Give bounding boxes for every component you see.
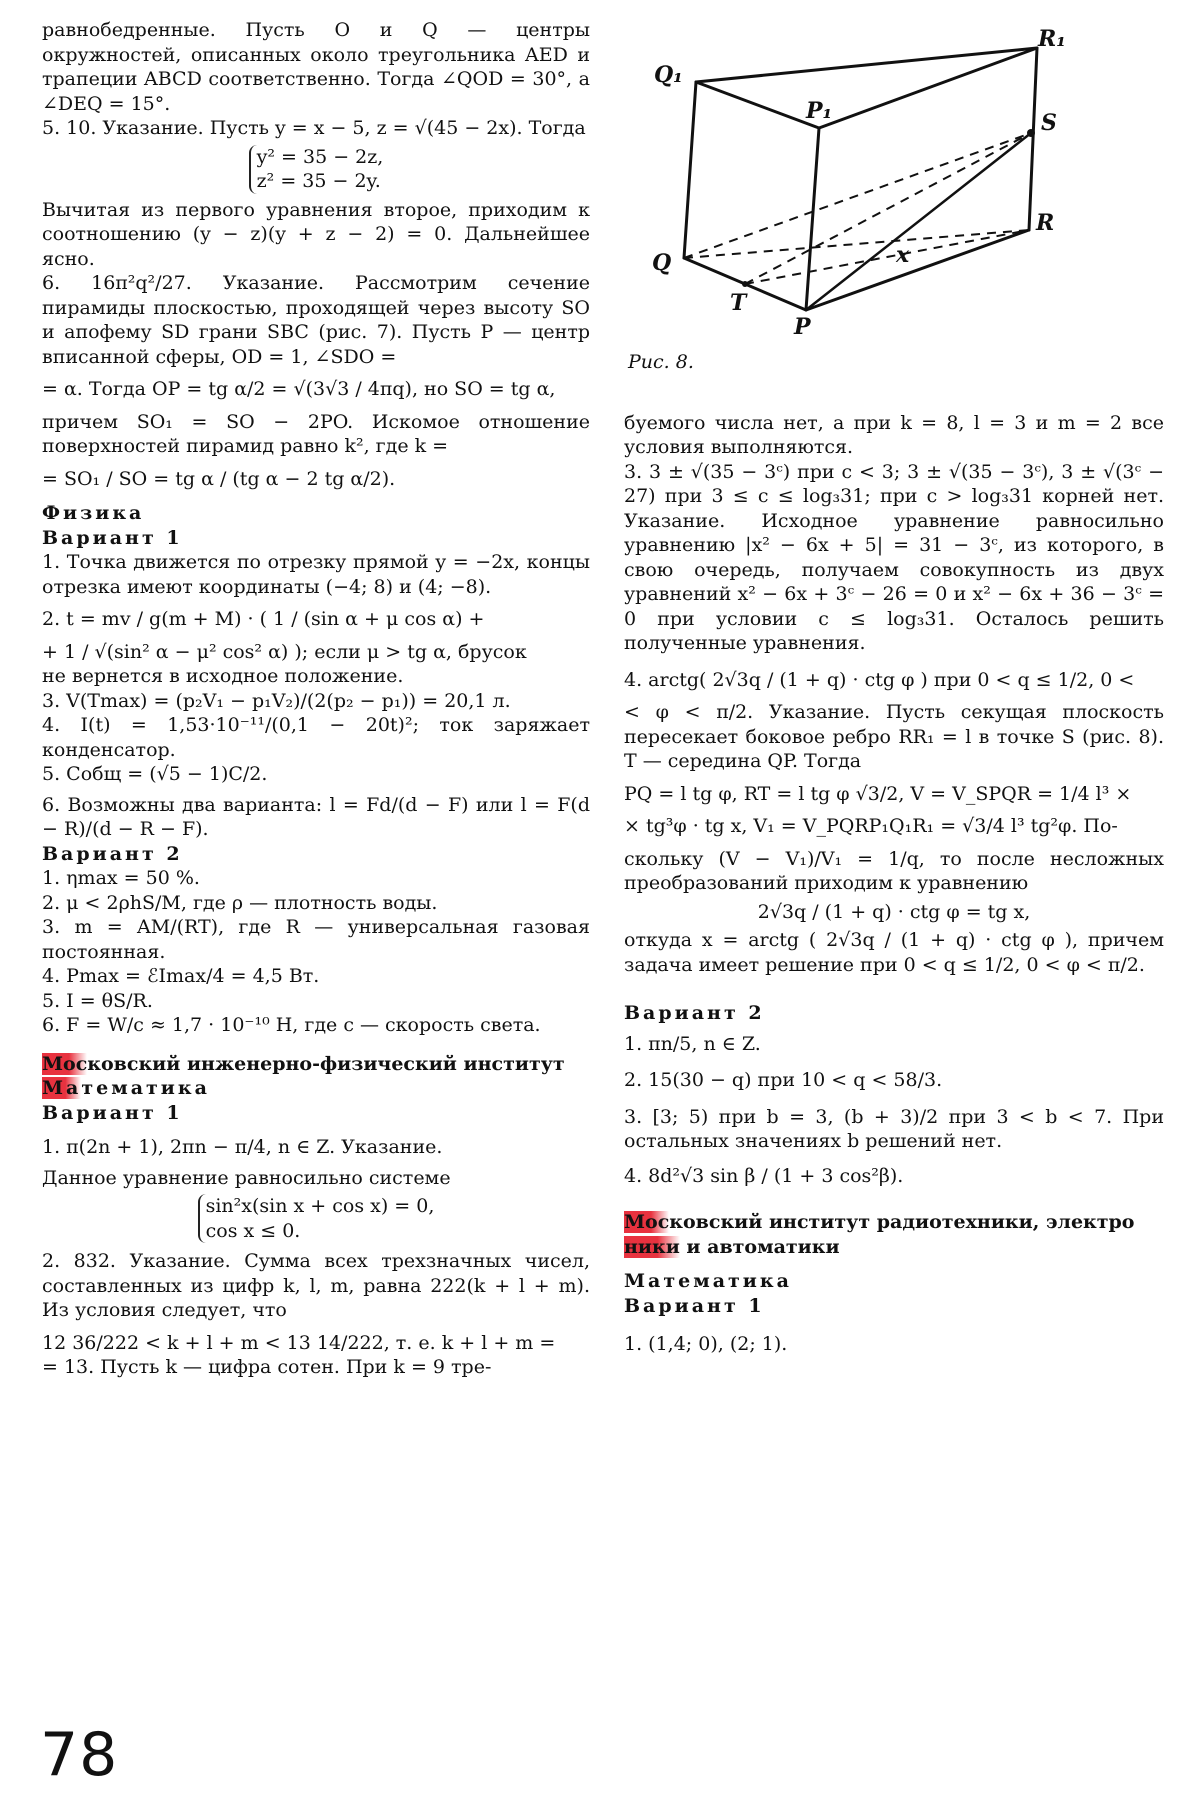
answer-1: 1. (1,4; 0), (2; 1). bbox=[624, 1333, 788, 1355]
highlight-mark: ники bbox=[624, 1235, 680, 1258]
point-s bbox=[1027, 129, 1035, 137]
formula-line: × tg³φ · tg x, V₁ = V_PQRP₁Q₁R₁ = √3/4 l³ tg²φ. По- bbox=[624, 815, 1118, 837]
variant-heading: Вариант 1 bbox=[42, 526, 183, 549]
label-x: x bbox=[896, 242, 910, 268]
answer-4: 4. 8d²√3 sin β / (1 + 3 cos²β). bbox=[624, 1164, 904, 1187]
answer-2-cont: + 1 / √(sin² α − μ² cos² α) ); если μ > tg α, брусок bbox=[42, 640, 527, 663]
answer-2: 2. 15(30 − q) при 10 < q < 58/3. bbox=[624, 1069, 943, 1091]
variant-heading: Вариант 1 bbox=[624, 1294, 765, 1317]
highlight-mark: Ма bbox=[42, 1077, 82, 1099]
paragraph: Вычитая из первого уравнения второе, приходим к соотношению (y − z)(y + z − 2) = 0. Дальнейшее ясно. bbox=[42, 198, 590, 270]
paragraph: причем SO₁ = SO − 2PO. Искомое отношение поверхностей пирамид равно k², где k = bbox=[42, 410, 590, 457]
system-equations bbox=[42, 145, 590, 194]
answer-1: 1. π(2n + 1), 2πn − π/4, n ∈ Z. Указание. bbox=[42, 1136, 443, 1158]
answer-6: 6. 16π²q²/27. Указание. Рассмотрим сечение пирамиды плоскостью, проходящей через высоту SO и апофему SD грани SBC (рис. 7). Пусть P — центр вписанной сферы, OD = 1, ∠SDO = bbox=[42, 272, 590, 368]
edge-p1p bbox=[806, 128, 819, 310]
left-column bbox=[42, 18, 590, 1380]
equation-line: sin²x(sin x + cos x) = 0, bbox=[205, 1195, 435, 1217]
paragraph: < φ < π/2. Указание. Пусть секущая плоскость пересекает боковое ребро RR₁ = l в точке S (рис. 8). T — середина QP. Тогда bbox=[624, 701, 1164, 772]
equation-system bbox=[198, 1194, 435, 1243]
edge-ts-hidden bbox=[745, 133, 1031, 284]
answer-2: 2. μ < 2ρhS/M, где ρ — плотность воды. bbox=[42, 891, 438, 914]
figure-prism bbox=[634, 18, 1104, 348]
institute-name-cont: и автоматики bbox=[679, 1235, 840, 1258]
equation-system bbox=[249, 145, 384, 194]
paragraph: буемого числа нет, а при k = 8, l = 3 и m = 2 все условия выполняются. bbox=[624, 411, 1164, 458]
answer-5: 5. 10. Указание. Пусть y = x − 5, z = √(45 − 2x). Тогда bbox=[42, 117, 586, 139]
answer-5: 5. I = θS/R. bbox=[42, 989, 153, 1012]
edge-r1r bbox=[1029, 48, 1037, 230]
paragraph: Данное уравнение равносильно системе bbox=[42, 1166, 451, 1189]
equation-line: y² = 35 − 2z, bbox=[256, 145, 384, 168]
formula-line: = SO₁ / SO = tg α / (tg α − 2 tg α/2). bbox=[42, 467, 396, 490]
label-p: P bbox=[794, 314, 811, 340]
edge-qr-hidden bbox=[684, 230, 1029, 258]
label-r: R bbox=[1036, 210, 1055, 236]
label-s: S bbox=[1041, 110, 1057, 136]
answer-5: 5. Cобщ = (√5 − 1)C/2. bbox=[42, 763, 268, 785]
answer-3: 3. 3 ± √(35 − 3ᶜ) при c < 3; 3 ± √(35 − 3ᶜ), 3 ± √(3ᶜ − 27) при 3 ≤ c ≤ log₃31; при c > log₃31 корней нет. Указание. Исходное уравнение равносильно уравнению |x² − 6x + 5| = 31 − 3ᶜ, из которого, в свою очередь, получаем совокупность из двух уравнений x² − 6x + 3ᶜ − 26 = 0 и x² − 6x + 36 − 3ᶜ = 0 при условии c ≤ log₃31. Осталось решить полученные уравнения. bbox=[624, 460, 1164, 654]
subject-name: тематика bbox=[81, 1077, 210, 1099]
paragraph: = 13. Пусть k — цифра сотен. При k = 9 тре- bbox=[42, 1356, 492, 1378]
formula-line: = α. Тогда OP = tg α/2 = √(3√3 / 4πq), но SO = tg α, bbox=[42, 378, 556, 400]
answer-2-cont: не вернется в исходное положение. bbox=[42, 665, 404, 687]
institute-name: ковский инженерно-физический институт bbox=[87, 1052, 565, 1075]
variant-heading: Вариант 1 bbox=[42, 1101, 183, 1124]
answer-6: 6. F = W/c ≈ 1,7 · 10⁻¹⁰ Н, где c — скорость света. bbox=[42, 1014, 541, 1036]
system-equations bbox=[42, 1194, 590, 1243]
label-r1: R₁ bbox=[1038, 26, 1066, 52]
answer-1: 1. ηmax = 50 %. bbox=[42, 867, 200, 889]
subject-heading: Математика bbox=[624, 1270, 792, 1292]
answer-3: 3. m = AM/(RT), где R — универсальная газовая постоянная. bbox=[42, 916, 590, 963]
edge-pr bbox=[806, 230, 1029, 310]
label-p1: P₁ bbox=[806, 98, 833, 124]
answer-3: 3. V(Tmax) = (p₂V₁ − p₁V₂)/(2(p₂ − p₁)) = 20,1 л. bbox=[42, 689, 511, 712]
equation-line: z² = 35 − 2y. bbox=[256, 170, 381, 192]
answer-4: 4. I(t) = 1,53·10⁻¹¹/(0,1 − 20t)²; ток заряжает конденсатор. bbox=[42, 714, 590, 761]
section-heading: Физика bbox=[42, 502, 145, 524]
answer-6: 6. Возможны два варианта: l = Fd/(d − F) или l = F(d − R)/(d − R − F). bbox=[42, 793, 590, 840]
institute-name: ковский институт радиотехники, электро bbox=[669, 1211, 1135, 1233]
answer-1: 1. πn/5, n ∈ Z. bbox=[624, 1032, 761, 1055]
equation-line: cos x ≤ 0. bbox=[205, 1219, 301, 1242]
formula-line: PQ = l tg φ, RT = l tg φ √3/2, V = V_SPQR = 1/4 l³ × bbox=[624, 782, 1132, 805]
answer-1: 1. Точка движется по отрезку прямой y = −2x, концы отрезка имеют координаты (−4; 8) и (4; −8). bbox=[42, 551, 590, 598]
label-t: T bbox=[730, 290, 747, 316]
paragraph: откуда x = arctg ( 2√3q / (1 + q) · ctg φ ), причем задача имеет решение при 0 < q ≤ 1/2, 0 < φ < π/2. bbox=[624, 929, 1164, 976]
edge-q1p1 bbox=[696, 82, 819, 128]
edge-tr-hidden bbox=[745, 230, 1029, 284]
point-t bbox=[742, 281, 748, 287]
paragraph: скольку (V − V₁)/V₁ = 1/q, то после несложных преобразований приходим к уравнению bbox=[624, 847, 1164, 894]
variant-heading: Вариант 2 bbox=[624, 1002, 765, 1024]
formula-centered: 2√3q / (1 + q) · ctg φ = tg x, bbox=[757, 900, 1031, 923]
highlight-mark: Мос bbox=[42, 1052, 88, 1075]
edge-q1q bbox=[684, 82, 696, 258]
formula-line: 12 36/222 < k + l + m < 13 14/222, т. е. k + l + m = bbox=[42, 1331, 556, 1354]
answer-4: 4. Pmax = ℰImax/4 = 4,5 Вт. bbox=[42, 965, 320, 987]
variant-heading: Вариант 2 bbox=[42, 842, 183, 865]
answer-3: 3. [3; 5) при b = 3, (b + 3)/2 при 3 < b < 7. При остальных значениях b решений нет. bbox=[624, 1105, 1164, 1152]
institute-heading bbox=[42, 1052, 590, 1077]
page-number: 78 bbox=[40, 1720, 119, 1790]
edge-qs-hidden bbox=[684, 133, 1031, 258]
label-q1: Q₁ bbox=[654, 62, 683, 88]
figure-caption: Рис. 8. bbox=[628, 351, 694, 373]
edge-ps bbox=[806, 133, 1031, 310]
answer-2: 2. 832. Указание. Сумма всех трехзначных чисел, составленных из цифр k, l, m, равна 222(k + l + m). Из условия следует, что bbox=[42, 1250, 590, 1321]
highlight-mark: Мос bbox=[624, 1211, 670, 1233]
answer-4: 4. arctg( 2√3q / (1 + q) · ctg φ ) при 0 < q ≤ 1/2, 0 < bbox=[624, 668, 1135, 691]
subject-heading bbox=[42, 1076, 590, 1101]
edge-q1r1 bbox=[696, 48, 1037, 82]
right-column bbox=[624, 18, 1164, 1357]
answer-2: 2. t = mv / g(m + M) · ( 1 / (sin α + μ cos α) + bbox=[42, 608, 485, 630]
institute-heading bbox=[624, 1210, 1164, 1259]
paragraph: равнобедренные. Пусть O и Q — центры окружностей, описанных около треугольника AED и трапеции ABCD соответственно. Тогда ∠QOD = 30°, а ∠DEQ = 15°. bbox=[42, 19, 590, 115]
label-q: Q bbox=[652, 250, 672, 276]
prism-diagram bbox=[634, 18, 1104, 348]
